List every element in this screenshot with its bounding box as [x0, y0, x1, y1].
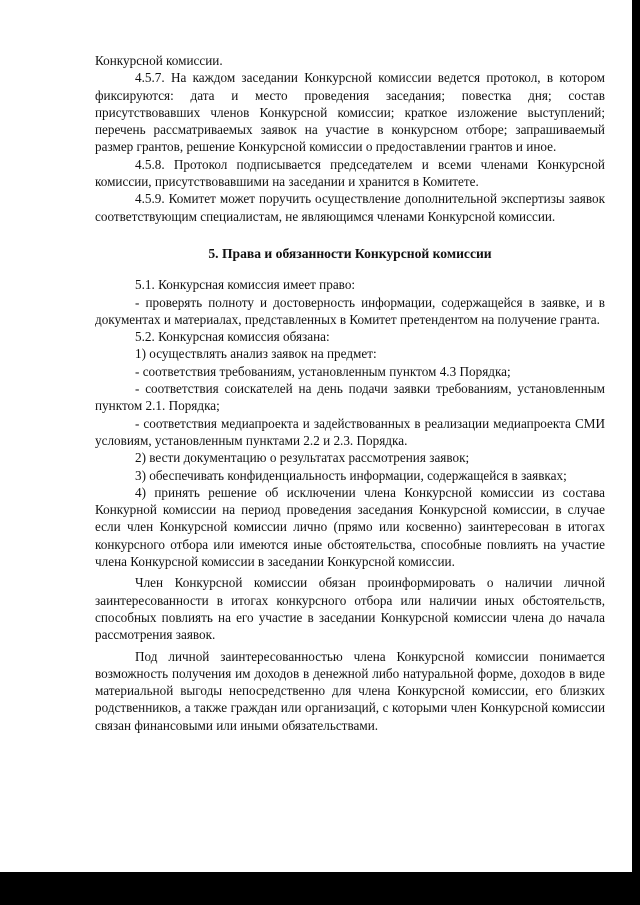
paragraph-5-2-3: 3) обеспечивать конфиденциальность информации, содержащейся в заявках; — [135, 467, 567, 483]
paragraph-member-duty: Член Конкурсной комиссии обязан проинформировать о наличии личной заинтересованности в итогах конкурсного отбора или наличии иных обстоятельств, способных повлиять на его участие в заседании Конкурсной комиссии члена до начала рассмотрения заявок. — [95, 575, 605, 643]
paragraph-5-2-4: 4) принять решение об исключении члена Конкурсной комиссии из состава Конкурной комиссии на период проведения заседания Конкурсной комиссии, в случае если член Конкурсной комиссии лично (прямо или косвенно) заинтересован в итогах конкурсного отбора или имеются иные обстоятельства, способные повлиять на участие члена Конкурсной комиссии в заседании Конкурсной комиссии. — [95, 484, 605, 570]
paragraph-5-2-1-b: - соответствия соискателей на день подачи заявки требованиям, установленным пунктом 2.1. Порядка; — [95, 381, 605, 414]
paragraph-personal-interest: Под личной заинтересованностью члена Конкурсной комиссии понимается возможность получения им доходов в денежной либо натуральной форме, доходов в виде материальной выгоды непосредственно для члена Конкурсной комиссии, его близких родственников, а также граждан или организаций, с которыми член Конкурсной комиссии связан финансовыми или иными обязательствами. — [95, 648, 605, 733]
paragraph-continuation: Конкурсной комиссии. — [95, 53, 223, 68]
paragraph-5-1-item: - проверять полноту и достоверность информации, содержащейся в заявке, и в документах и материалах, представленных в Комитет претендентом на получение гранта. — [95, 294, 605, 327]
scan-edge-right — [632, 0, 640, 905]
scan-edge-bottom — [0, 872, 632, 905]
paragraph-4-5-8: 4.5.8. Протокол подписывается председателем и всеми членами Конкурсной комиссии, присутствовавшими на заседании и хранится в Комитете. — [95, 156, 605, 190]
paragraph-5-2-2: 2) вести документацию о результатах рассмотрения заявок; — [135, 450, 470, 466]
paragraph-4-5-9: 4.5.9. Комитет может поручить осуществление дополнительной экспертизы заявок соответствующим специалистам, не являющимся членами Конкурсной комиссии. — [95, 191, 605, 224]
paragraph-5-2-1-a: - соответствия требованиям, установленным пунктом 4.3 Порядка; — [135, 363, 511, 379]
section-heading: 5. Права и обязанности Конкурсной комиссии — [208, 245, 492, 261]
paragraph-5-2-1-c: - соответствия медиапроекта и задействованных в реализации медиапроекта СМИ условиям, установленным пунктами 2.2 и 2.3. Порядка. — [95, 415, 605, 448]
paragraph-4-5-7: 4.5.7. На каждом заседании Конкурсной комиссии ведется протокол, в котором фиксируются: дата и место проведения заседания; повестка дня; состав присутствовавших членов Конкурсной комиссии; краткое изложение выступлений; перечень рассматриваемых заявок на участие в конкурсном отборе; запрашиваемый размер грантов, решение Конкурсной комиссии о предоставлении грантов и иное. — [95, 70, 605, 155]
paragraph-5-2-1: 1) осуществлять анализ заявок на предмет: — [135, 346, 377, 362]
paragraph-5-1: 5.1. Конкурсная комиссия имеет право: — [135, 277, 356, 293]
document-page — [95, 52, 605, 734]
paragraph-5-2: 5.2. Конкурсная комиссия обязана: — [135, 329, 330, 345]
